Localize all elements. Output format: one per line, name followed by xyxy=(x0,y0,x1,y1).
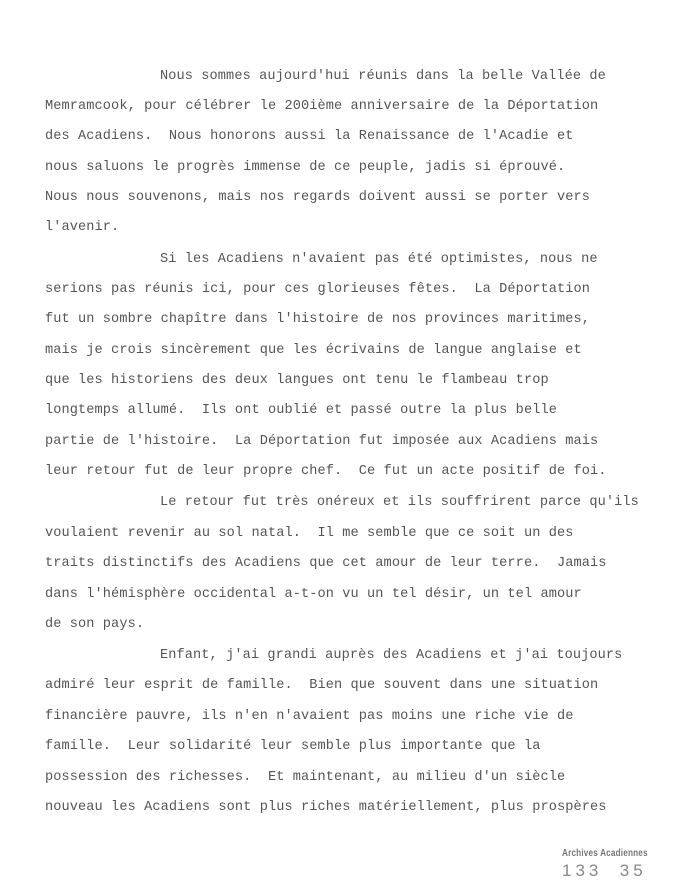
text-line: de son pays. xyxy=(45,617,145,632)
text-line: que les historiens des deux langues ont tenu le flambeau trop xyxy=(45,373,549,388)
text-line: traits distinctifs des Acadiens que cet amour de leur terre. Jamais xyxy=(45,556,607,571)
text-line: admiré leur esprit de famille. Bien que souvent dans une situation xyxy=(45,678,599,693)
text-line: longtemps allumé. Ils ont oublié et passé outre la plus belle xyxy=(45,403,557,418)
text-line: serions pas réunis ici, pour ces glorieuses fêtes. La Déportation xyxy=(45,282,590,297)
text-line: Si les Acadiens n'avaient pas été optimistes, nous ne xyxy=(160,252,598,267)
text-line: famille. Leur solidarité leur semble plus importante que la xyxy=(45,739,541,754)
text-line: fut un sombre chapître dans l'histoire de nos provinces maritimes, xyxy=(45,312,590,327)
text-line: Memramcook, pour célébrer le 200ième anniversaire de la Déportation xyxy=(45,99,599,114)
text-line: financière pauvre, ils n'en n'avaient pas moins une riche vie de xyxy=(45,709,574,724)
text-line: mais je crois sincèrement que les écrivains de langue anglaise et xyxy=(45,343,582,358)
text-line: des Acadiens. Nous honorons aussi la Renaissance de l'Acadie et xyxy=(45,129,574,144)
archive-stamp xyxy=(562,848,667,881)
text-line: Enfant, j'ai grandi auprès des Acadiens et j'ai toujours xyxy=(160,648,623,663)
text-line: partie de l'histoire. La Déportation fut imposée aux Acadiens mais xyxy=(45,434,599,449)
text-line: nouveau les Acadiens sont plus riches matériellement, plus prospères xyxy=(45,800,607,815)
text-line: Le retour fut très onéreux et ils souffrirent parce qu'ils xyxy=(160,495,639,510)
text-line: nous saluons le progrès immense de ce peuple, jadis si éprouvé. xyxy=(45,160,566,175)
text-line: Nous nous souvenons, mais nos regards doivent aussi se porter vers xyxy=(45,190,590,205)
archive-stamp-number: 133 35 xyxy=(562,861,647,880)
text-line: l'avenir. xyxy=(45,220,120,235)
text-line: leur retour fut de leur propre chef. Ce fut un acte positif de foi. xyxy=(45,464,607,479)
text-line: Nous sommes aujourd'hui réunis dans la belle Vallée de xyxy=(160,69,606,84)
text-line: voulaient revenir au sol natal. Il me semble que ce soit un des xyxy=(45,526,574,541)
text-line: possession des richesses. Et maintenant, au milieu d'un siècle xyxy=(45,770,566,785)
archive-stamp-label: Archives Acadiennes xyxy=(562,848,648,859)
text-line: dans l'hémisphère occidental a-t-on vu un tel désir, un tel amour xyxy=(45,587,582,602)
